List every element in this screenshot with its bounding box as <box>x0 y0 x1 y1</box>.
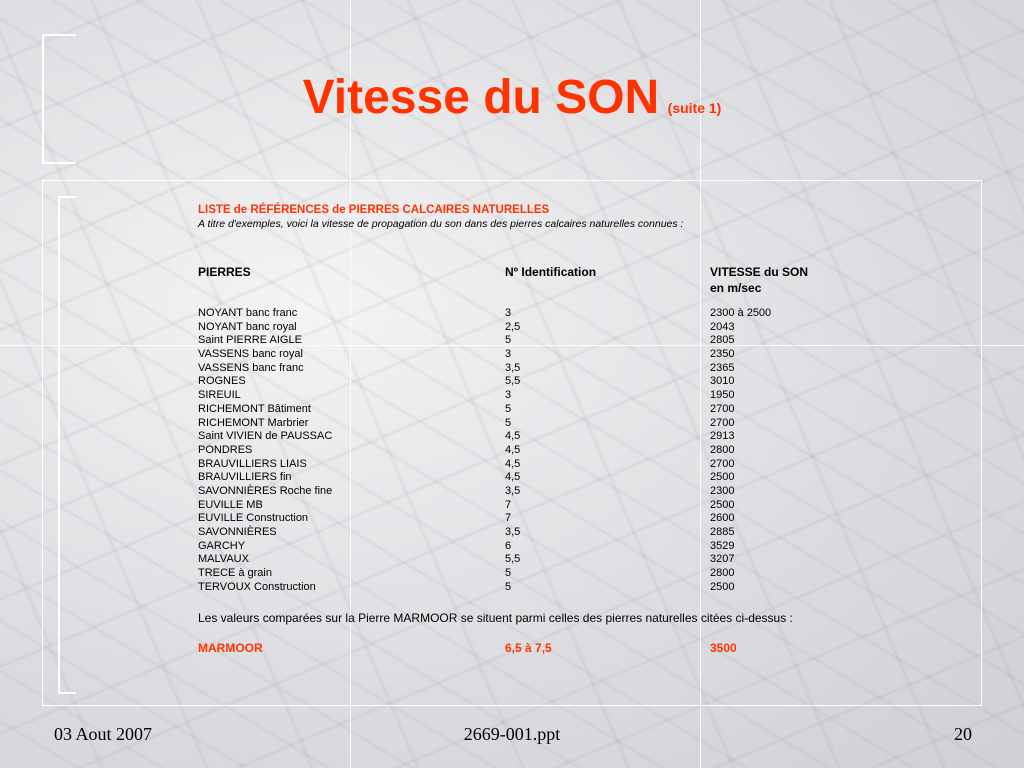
cell-speed: 3010 <box>710 375 735 388</box>
cell-stone: PONDRES <box>198 443 253 456</box>
cell-speed: 2500 <box>710 580 735 593</box>
cell-id: 3 <box>505 348 512 361</box>
cell-stone: SAVONNIÈRES <box>198 526 277 538</box>
table-row <box>198 567 978 581</box>
highlight-speed: 3500 <box>710 641 737 655</box>
cell-speed: 2300 à 2500 <box>710 307 772 319</box>
cell-id: 5 <box>505 334 512 347</box>
header-id: Nº Identification <box>505 265 597 279</box>
table-row <box>198 444 978 458</box>
cell-stone: TERVOUX Construction <box>198 580 316 593</box>
cell-speed: 2885 <box>710 526 735 538</box>
cell-id: 3 <box>505 389 512 402</box>
highlight-id: 6,5 à 7,5 <box>505 641 552 655</box>
cell-id: 5 <box>505 567 512 580</box>
cell-speed: 2500 <box>710 498 735 511</box>
cell-speed: 2700 <box>710 402 735 415</box>
footer-page-number: 20 <box>954 724 972 744</box>
cell-id: 5 <box>505 416 512 429</box>
highlight-stone: MARMOOR <box>198 641 263 655</box>
cell-stone: SAVONNIÈRES Roche fine <box>198 484 333 497</box>
cell-id: 7 <box>505 498 512 511</box>
cell-stone: RICHEMONT Bâtiment <box>198 402 311 415</box>
cell-id: 6 <box>505 539 512 552</box>
table-row <box>198 430 978 444</box>
table-row <box>198 485 978 499</box>
cell-id: 5 <box>505 580 512 593</box>
slide-title-main: Vitesse du SON <box>302 71 660 124</box>
cell-speed: 3529 <box>710 539 735 552</box>
cell-speed: 3207 <box>710 553 735 566</box>
cell-stone: Saint PIERRE AIGLE <box>198 334 302 347</box>
cell-speed: 2700 <box>710 416 735 429</box>
cell-stone: TRECE à grain <box>198 567 272 580</box>
cell-stone: NOYANT banc franc <box>198 307 298 319</box>
table-row <box>198 471 978 485</box>
comparison-note: Les valeurs comparées sur la Pierre MARMOOR se situent parmi celles des pierres naturelles citées ci-dessus : <box>198 611 793 625</box>
cell-speed: 2043 <box>710 320 735 333</box>
table-row <box>198 321 978 335</box>
table-row <box>198 458 978 472</box>
cell-id: 3,5 <box>505 361 521 374</box>
cell-id: 7 <box>505 512 512 525</box>
table-row <box>198 334 978 348</box>
body-corner-bracket <box>58 196 76 694</box>
cell-stone: BRAUVILLIERS fin <box>198 471 292 484</box>
cell-id: 4,5 <box>505 443 521 456</box>
cell-speed: 2500 <box>710 471 735 484</box>
cell-id: 2,5 <box>505 320 521 333</box>
table-row <box>198 581 978 595</box>
cell-speed: 2913 <box>710 430 735 443</box>
cell-speed: 1950 <box>710 389 735 402</box>
table-row <box>198 348 978 362</box>
slide-title-sub: (suite 1) <box>667 100 722 116</box>
cell-id: 3,5 <box>505 526 521 538</box>
cell-id: 4,5 <box>505 471 521 484</box>
intro-block <box>198 204 978 230</box>
header-speed-line2: en m/sec <box>710 281 762 295</box>
cell-id: 4,5 <box>505 430 521 443</box>
table-row <box>198 362 978 376</box>
cell-stone: SIREUIL <box>198 389 241 402</box>
cell-id: 5,5 <box>505 375 521 388</box>
header-speed <box>710 264 808 296</box>
cell-id: 3,5 <box>505 484 521 497</box>
cell-id: 3 <box>505 307 512 319</box>
cell-speed: 2700 <box>710 457 735 470</box>
cell-speed: 2800 <box>710 567 735 580</box>
table-row <box>198 512 978 526</box>
cell-stone: VASSENS banc franc <box>198 361 304 374</box>
header-stone: PIERRES <box>198 265 251 279</box>
footer-filename: 2669-001.ppt <box>463 724 561 744</box>
table-row <box>198 553 978 567</box>
cell-id: 5,5 <box>505 553 521 566</box>
cell-stone: ROGNES <box>198 375 246 388</box>
cell-speed: 2600 <box>710 512 735 525</box>
table-row <box>198 307 978 321</box>
cell-stone: BRAUVILLIERS LIAIS <box>198 457 307 470</box>
table-row <box>198 417 978 431</box>
cell-stone: RICHEMONT Marbrier <box>198 416 309 429</box>
cell-id: 5 <box>505 402 512 415</box>
table-row <box>198 526 978 540</box>
cell-speed: 2300 <box>710 484 735 497</box>
cell-stone: MALVAUX <box>198 553 249 566</box>
cell-stone: EUVILLE MB <box>198 498 263 511</box>
table-row <box>198 499 978 513</box>
cell-speed: 2800 <box>710 443 735 456</box>
header-speed-line1: VITESSE du SON <box>710 265 809 279</box>
cell-stone: GARCHY <box>198 539 246 552</box>
intro-text: A titre d'exemples, voici la vitesse de propagation du son dans des pierres calcaires naturelles connues : <box>198 218 684 230</box>
table-row <box>198 403 978 417</box>
table-row <box>198 375 978 389</box>
stone-table <box>198 307 978 594</box>
cell-speed: 2350 <box>710 348 735 361</box>
list-heading: LISTE de RÉFÉRENCES de PIERRES CALCAIRES NATURELLES <box>198 204 550 216</box>
table-row <box>198 389 978 403</box>
cell-id: 4,5 <box>505 457 521 470</box>
cell-stone: EUVILLE Construction <box>198 512 309 525</box>
cell-speed: 2805 <box>710 334 735 347</box>
footer-date: 03 Aout 2007 <box>54 724 153 744</box>
cell-speed: 2365 <box>710 361 735 374</box>
cell-stone: VASSENS banc royal <box>198 348 303 361</box>
slide-title <box>0 70 1024 125</box>
cell-stone: NOYANT banc royal <box>198 320 297 333</box>
cell-stone: Saint VIVIEN de PAUSSAC <box>198 430 333 443</box>
table-row <box>198 540 978 554</box>
